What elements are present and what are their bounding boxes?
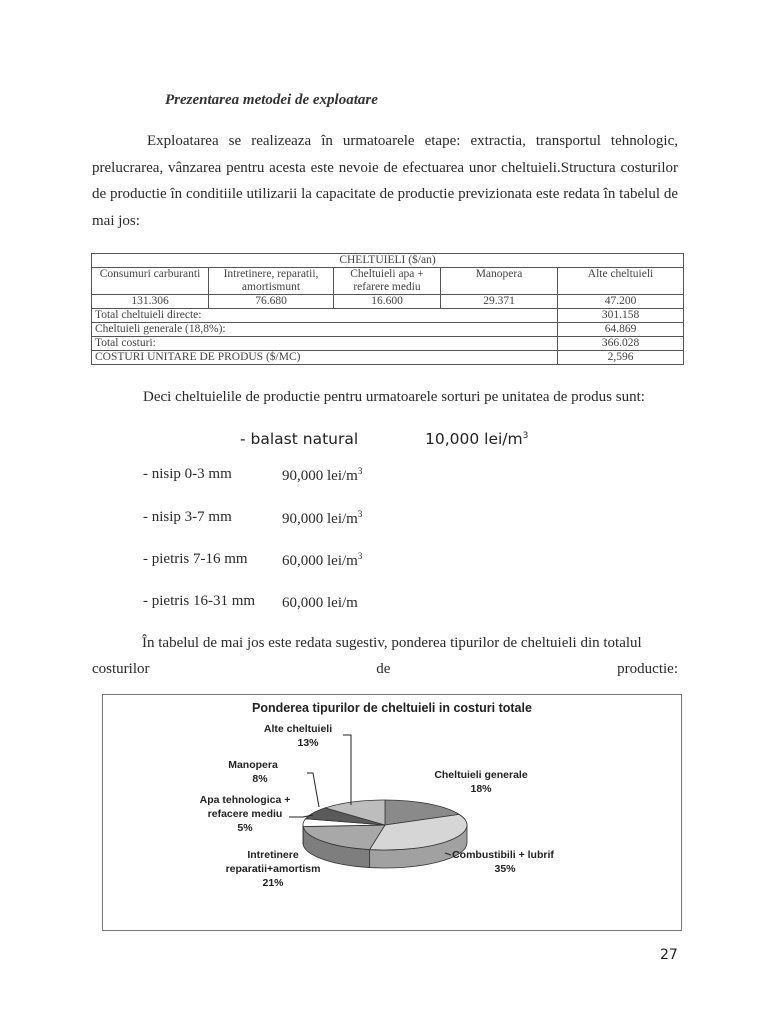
slice-value: 18% [470, 783, 492, 795]
section-heading: Prezentarea metodei de exploatare [165, 92, 378, 108]
summary-value: 301.158 [558, 309, 684, 323]
slice-label: refacere mediu [207, 808, 283, 820]
summary-label: Total costuri: [92, 337, 558, 351]
summary-row [92, 309, 684, 323]
product-name: - nisip 3-7 mm [143, 509, 232, 525]
table-title: CHELTUIELI ($/an) [92, 254, 684, 268]
balast-price: 10,000 lei/$m^3$ [425, 430, 529, 448]
summary-row [92, 323, 684, 337]
cost-table [91, 253, 684, 365]
summary-label: Cheltuieli generale (18,8%): [92, 323, 558, 337]
product-name: - pietris 16-31 mm [143, 593, 256, 609]
slice-value: 21% [262, 877, 284, 889]
unit-cost-intro: Deci cheltuielile de productie pentru urmatoarele sorturi pe unitatea de produs sunt: [143, 389, 645, 405]
table-cell: 47.200 [558, 295, 684, 309]
summary-label: COSTURI UNITARE DE PRODUS ($/MC) [92, 351, 558, 365]
pie-chart [102, 694, 682, 931]
product-price: 90,000 lei/$m^3$ [282, 466, 363, 484]
chart-title: Ponderea tipurilor de cheltuieli in costuri totale [252, 701, 532, 715]
summary-row [92, 337, 684, 351]
product-price: 60,000 lei/$m^3$ [282, 551, 363, 569]
table-cell: 29.371 [441, 295, 558, 309]
page-number: 27 [660, 947, 678, 963]
slice-label: Intretinere [247, 849, 299, 861]
table-row [92, 295, 684, 309]
slice-label: Cheltuieli generale [434, 769, 528, 781]
col-header: Cheltuieli apa + refarere mediu [334, 268, 441, 295]
slice-label: Combustibili + lubrif [452, 849, 554, 861]
leader-line [307, 773, 319, 807]
table-header-row [92, 268, 684, 295]
table-cell: 131.306 [92, 295, 209, 309]
pie-chart-svg [103, 695, 681, 930]
slice-value: 13% [297, 737, 319, 749]
product-price: 90,000 lei/$m^3$ [282, 509, 363, 527]
balast-name: - balast natural [240, 430, 359, 448]
col-header: Alte cheltuieli [558, 268, 684, 295]
slice-label: Alte cheltuieli [263, 723, 333, 735]
intro-paragraph: Exploatarea se realizeaza în urmatoarele etape: extractia, transportul tehnologic, prelucrarea, vânzarea pentru acesta este nevoie de efectuarea unor cheltuieli.Structura costurilor de productie în conditiile utilizarii la capacitate de productie previzionata este redata în tabelul de mai jos: [92, 133, 678, 229]
summary-value: 64.869 [558, 323, 684, 337]
col-header: Manopera [441, 268, 558, 295]
slice-label: Manopera [228, 759, 278, 771]
product-name: - pietris 7-16 mm [143, 551, 248, 567]
summary-row [92, 351, 684, 365]
slice-value: 8% [252, 773, 268, 785]
summary-value: 2,596 [558, 351, 684, 365]
chart-intro-paragraph: În tabelul de mai jos este redata sugestiv, ponderea tipurilor de cheltuieli din totalul costurilor de productie: [92, 635, 678, 677]
summary-value: 366.028 [558, 337, 684, 351]
summary-label: Total cheltuieli directe: [92, 309, 558, 323]
col-header: Intretinere, reparatii, amortismunt [209, 268, 334, 295]
slice-label: Apa tehnologica + [199, 794, 291, 806]
col-header: Consumuri carburanti [92, 268, 209, 295]
slice-label: reparatii+amortism [225, 863, 321, 875]
product-name: - nisip 0-3 mm [143, 466, 232, 482]
table-cell: 16.600 [334, 295, 441, 309]
product-price: 60,000 lei/m [282, 595, 358, 611]
table-cell: 76.680 [209, 295, 334, 309]
slice-value: 35% [494, 863, 516, 875]
slice-value: 5% [237, 822, 253, 834]
leader-line [343, 735, 351, 805]
